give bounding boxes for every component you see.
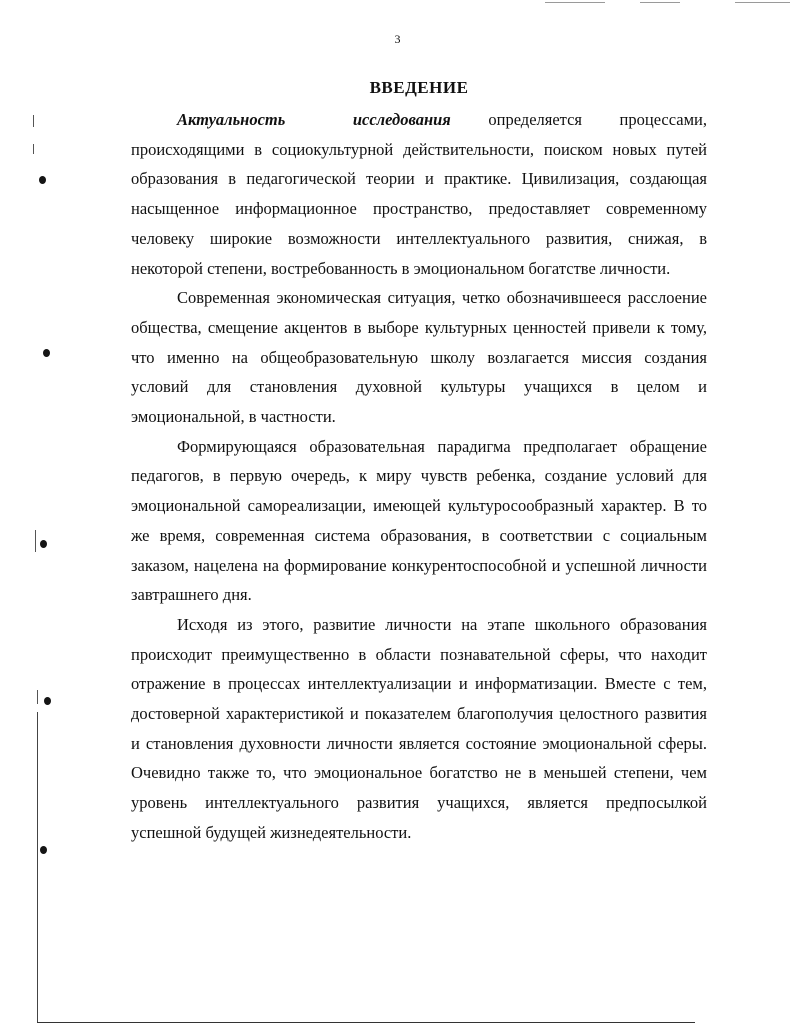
binding-hole-mark [39,176,46,184]
paragraph [131,105,707,283]
paragraph: Исходя из этого, развитие личности на этапе школьного образования происходит преимущественно в области познавательной сферы, что находит отражение в процессах интеллектуализации и информатизации. Вместе с тем, достоверной характеристикой и показателем благополучия целостного развития и становления духовности личности является состояние эмоциональной сферы. Очевидно также то, что эмоциональное богатство не в меньшей степени, чем уровень интеллектуального развития учащихся, является предпосылкой успешной будущей жизнедеятельности. [131,614,707,842]
paragraph-lead: Актуальность исследования [177,110,451,129]
scan-artifact-speck [37,690,38,704]
scan-artifact-speck [33,115,34,127]
page-number: 3 [394,32,401,46]
page-title: ВВЕДЕНИЕ [369,78,469,97]
paragraph: Формирующаяся образовательная парадигма предполагает обращение педагогов, в первую очередь, к миру чувств ребенка, создание условий для эмоциональной самореализации, имеющей культуросообразный характер. В то же время, современная система образования, в соответствии с социальным заказом, нацелена на формирование конкурентоспособной и успешной личности завтрашнего дня. [131,436,707,605]
scan-artifact-top [640,2,680,3]
binding-hole-mark [40,846,47,854]
paragraph: Современная экономическая ситуация, четко обозначившееся расслоение общества, смещение акцентов в выборе культурных ценностей привели к тому, что именно на общеобразовательную школу возлагается миссия создания условий для становления духовной культуры учащихся в целом и эмоциональной, в частности. [131,288,707,427]
scan-artifact-top [735,2,790,3]
scan-page-edge-bottom [37,1022,695,1023]
binding-hole-mark [44,697,51,705]
scan-artifact-top [545,2,605,3]
scan-artifact-speck [33,144,34,154]
scan-artifact-speck [35,530,36,552]
binding-hole-mark [40,540,47,548]
paragraph-text: определяется процессами, происходящими в социокультурной действительности, поиском новых путей образования в педагогической теории и практике. Цивилизация, создающая насыщенное информационное пространство, предоставляет современному человеку широкие возможности интеллектуального развития, снижая, в некоторой степени, востребованность в эмоциональном богатстве личности. [131,110,708,278]
scan-page-edge-left [37,712,38,1022]
binding-hole-mark [43,349,50,357]
body-text [131,105,707,848]
